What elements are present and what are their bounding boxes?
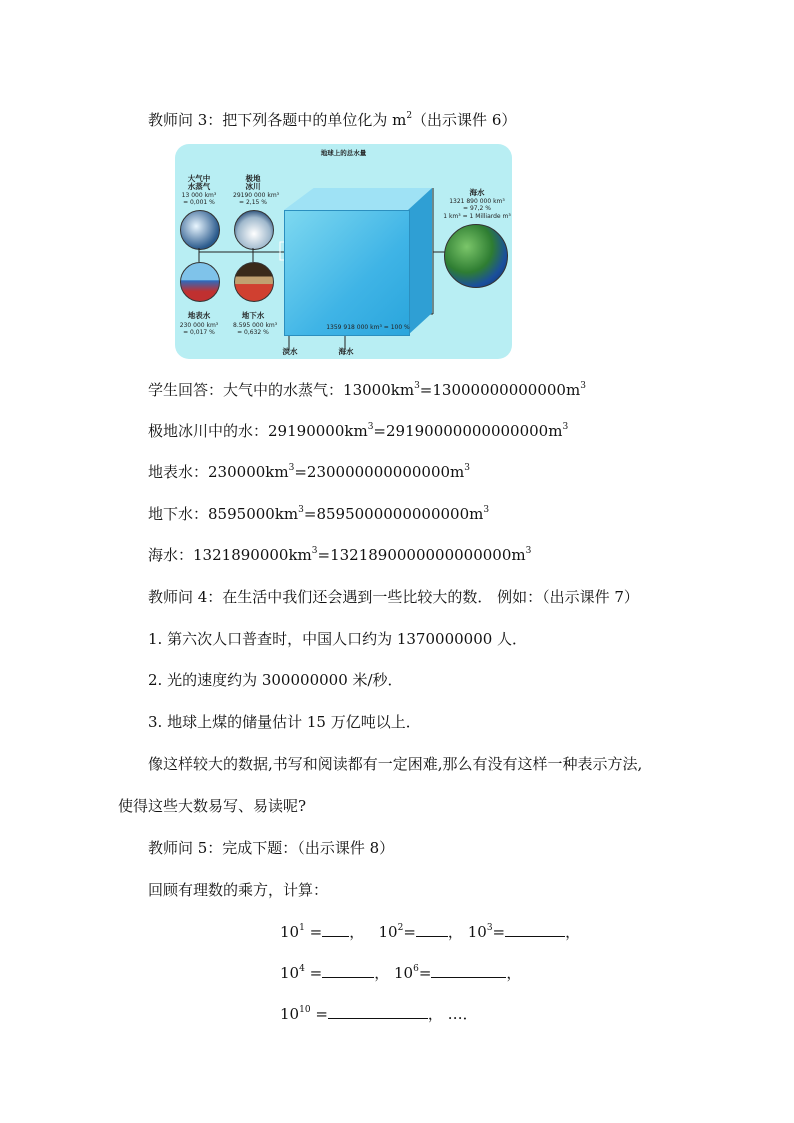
surface-value: 230 000 km³	[179, 322, 219, 329]
answer-eq: =8595000000000000m	[303, 505, 484, 523]
polar-label-2: 冰川	[245, 182, 261, 191]
polar-percent: = 2,15 %	[239, 199, 267, 206]
answer-sup: 3	[525, 546, 532, 556]
power-comma: ，	[565, 923, 581, 941]
power-base: 10	[467, 923, 487, 941]
answer-blank[interactable]	[322, 965, 374, 978]
question-3-suffix: （出示课件 6）	[412, 111, 517, 129]
answer-sup: 3	[580, 381, 586, 391]
power-base: 10	[280, 923, 300, 941]
review-prompt: 回顾有理数的乘方，计算：	[148, 881, 329, 899]
example-1: 1. 第六次人口普查时，中国人口约为 1370000000 人．	[148, 630, 528, 648]
power-exponent: 3	[486, 923, 493, 933]
answer-row-sea	[148, 545, 531, 565]
power-comma: ，	[447, 923, 463, 941]
answer-blank[interactable]	[505, 924, 565, 937]
answer-label: 海水：	[148, 546, 194, 564]
powers-row-2	[280, 963, 521, 983]
question-3	[148, 110, 516, 130]
power-exponent: 2	[397, 923, 404, 933]
answer-sup: 3	[464, 463, 471, 473]
power-comma: ，	[374, 964, 390, 982]
power-base: 10	[280, 964, 300, 982]
question-5: 教师问 5：完成下题：（出示课件 8）	[148, 839, 395, 857]
power-exponent: 10	[299, 1005, 311, 1015]
atmosphere-value: 13 000 km³	[181, 192, 217, 199]
answer-eq: =13000000000000m	[419, 381, 581, 399]
power-exponent: 4	[299, 964, 305, 974]
ground-percent: = 0,632 %	[237, 329, 269, 336]
power-base: 10	[378, 923, 398, 941]
polar-label-1: 极地	[245, 174, 261, 183]
power-base: 10	[393, 964, 414, 982]
fresh-water-label: 淡水	[282, 347, 298, 356]
answer-intro: 学生回答：	[148, 381, 224, 399]
answer-sup: 3	[367, 422, 374, 432]
sea-percent: = 97,2 %	[463, 205, 491, 212]
power-eq: =	[418, 964, 432, 982]
example-2: 2. 光的速度约为 300000000 米/秒．	[148, 671, 403, 689]
cube-side	[408, 188, 432, 335]
powers-row-1	[280, 922, 580, 942]
answer-row-ground	[148, 504, 489, 524]
answer-blank[interactable]	[431, 965, 506, 978]
power-comma: ，	[506, 964, 522, 982]
question-3-text: 教师问 3：把下列各题中的单位化为 m	[148, 111, 407, 129]
answer-sup: 3	[483, 505, 490, 515]
power-comma: ，	[349, 923, 365, 941]
surface-percent: = 0,017 %	[183, 329, 215, 336]
total-value: 1359 918 000 km³ = 100 %	[326, 324, 410, 331]
answer-eq: =230000000000000m	[294, 463, 465, 481]
answer-blank[interactable]	[322, 924, 349, 937]
polar-value: 29190 000 km³	[233, 192, 280, 199]
answer-sup: 3	[562, 422, 569, 432]
water-volume-figure	[175, 144, 512, 359]
answer-sup: 3	[311, 546, 318, 556]
answer-blank[interactable]	[416, 924, 448, 937]
figure-title: 地球上的总水量	[320, 149, 367, 157]
earth-globe-icon	[444, 224, 508, 288]
answer-eq: =29190000000000000m	[373, 422, 563, 440]
answer-label: 地表水：	[148, 463, 209, 481]
ground-label: 地下水	[241, 311, 265, 320]
answer-value: 13000km	[343, 381, 415, 399]
answer-label: 大气中的水蒸气：	[223, 381, 344, 399]
paragraph-line-2: 使得这些大数易写、易读呢?	[118, 797, 307, 815]
answer-eq: =1321890000000000000m	[317, 546, 526, 564]
answer-value: 29190000km	[268, 422, 368, 440]
power-eq: =	[309, 964, 323, 982]
atmosphere-label-2: 水蒸气	[187, 182, 211, 191]
atmosphere-label-1: 大气中	[187, 174, 211, 183]
sea-label: 海水	[469, 188, 485, 197]
answer-row-atmosphere	[148, 380, 586, 400]
power-base: 10	[280, 1005, 300, 1023]
powers-row-3	[280, 1004, 478, 1024]
answer-blank[interactable]	[328, 1006, 428, 1019]
answer-sup: 3	[298, 505, 304, 515]
sea-note: 1 km³ = 1 Milliarde m³	[443, 213, 511, 220]
power-exponent: 6	[413, 964, 419, 974]
power-ellipsis: ， …．	[427, 1005, 478, 1023]
cube-front	[284, 210, 410, 336]
answer-row-polar	[148, 421, 568, 441]
answer-value: 1321890000km	[193, 546, 312, 564]
answer-label: 极地冰川中的水：	[148, 422, 269, 440]
sea-water-label: 海水	[338, 347, 354, 356]
power-eq: =	[315, 1005, 328, 1023]
example-3: 3. 地球上煤的储量估计 15 万亿吨以上．	[148, 713, 421, 731]
power-exponent: 1	[299, 923, 305, 933]
answer-sup: 3	[414, 381, 420, 391]
sea-value: 1321 890 000 km³	[449, 198, 505, 205]
answer-sup: 3	[288, 463, 295, 473]
ground-value: 8.595 000 km³	[233, 322, 278, 329]
answer-label: 地下水：	[148, 505, 209, 523]
answer-value: 230000km	[208, 463, 289, 481]
power-eq: =	[403, 923, 416, 941]
atmosphere-percent: = 0,001 %	[183, 199, 215, 206]
power-eq: =	[492, 923, 506, 941]
power-eq: =	[309, 923, 323, 941]
question-3-sup: 2	[406, 111, 413, 121]
question-4: 教师问 4：在生活中我们还会遇到一些比较大的数． 例如：（出示课件 7）	[148, 588, 639, 606]
answer-row-surface	[148, 462, 470, 482]
answer-value: 8595000km	[208, 505, 299, 523]
paragraph-line-1: 像这样较大的数据,书写和阅读都有一定困难,那么有没有这样一种表示方法,	[148, 755, 643, 773]
surface-label: 地表水	[187, 311, 211, 320]
